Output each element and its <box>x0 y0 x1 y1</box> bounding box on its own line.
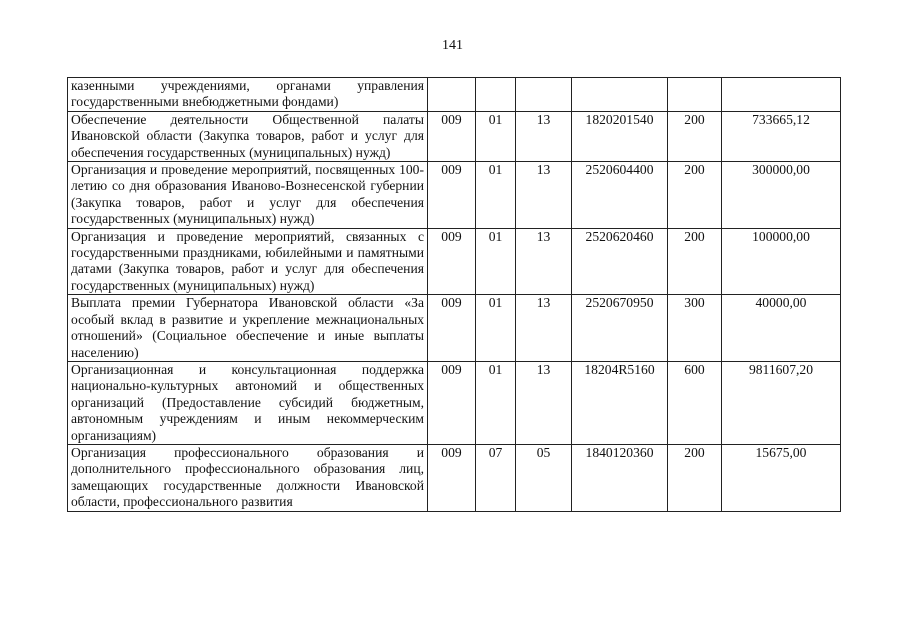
ministry-code: 009 <box>428 228 476 295</box>
ministry-code: 009 <box>428 361 476 444</box>
amount-value: 100000,00 <box>722 228 841 295</box>
section-code: 01 <box>476 111 516 161</box>
section-code: 01 <box>476 162 516 229</box>
amount-value <box>722 78 841 112</box>
expense-description: Выплата премии Губернатора Ивановской области «За особый вклад в развитие и укрепление межнациональных отношений» (Социальное обеспечение и иные выплаты населению) <box>68 295 428 362</box>
table-row <box>68 78 841 112</box>
target-article-code: 1840120360 <box>572 444 668 511</box>
ministry-code: 009 <box>428 111 476 161</box>
target-article-code: 18204R5160 <box>572 361 668 444</box>
section-code: 01 <box>476 295 516 362</box>
expense-type-code: 600 <box>668 361 722 444</box>
subsection-code <box>516 78 572 112</box>
expense-type-code: 200 <box>668 111 722 161</box>
subsection-code: 13 <box>516 162 572 229</box>
ministry-code: 009 <box>428 162 476 229</box>
table-row <box>68 162 841 229</box>
target-article-code: 1820201540 <box>572 111 668 161</box>
expense-type-code <box>668 78 722 112</box>
expense-type-code: 200 <box>668 162 722 229</box>
expense-description: Организация и проведение мероприятий, связанных с государственными праздниками, юбилейными и памятными датами (Закупка товаров, работ и услуг для обеспечения государственных (муниципальных) нужд) <box>68 228 428 295</box>
amount-value: 300000,00 <box>722 162 841 229</box>
subsection-code: 13 <box>516 228 572 295</box>
expense-description: Организационная и консультационная поддержка национально-культурных автономий и общественных организаций (Предоставление субсидий бюджетным, автономным учреждениям и иным некоммерческим организациям) <box>68 361 428 444</box>
expense-description: Организация и проведение мероприятий, посвященных 100-летию со дня образования Иваново-Вознесенской губернии (Закупка товаров, работ и услуг для обеспечения государственных (муниципальных) нужд) <box>68 162 428 229</box>
table-row <box>68 361 841 444</box>
table-row <box>68 295 841 362</box>
section-code <box>476 78 516 112</box>
expense-description: Организация профессионального образования и дополнительного профессионального образования лиц, замещающих государственные должности Ивановской области, профессионального развития <box>68 444 428 511</box>
target-article-code: 2520604400 <box>572 162 668 229</box>
subsection-code: 13 <box>516 361 572 444</box>
amount-value: 15675,00 <box>722 444 841 511</box>
table-row <box>68 111 841 161</box>
ministry-code: 009 <box>428 295 476 362</box>
ministry-code: 009 <box>428 444 476 511</box>
section-code: 01 <box>476 228 516 295</box>
table-row <box>68 228 841 295</box>
target-article-code: 2520620460 <box>572 228 668 295</box>
expense-type-code: 200 <box>668 444 722 511</box>
section-code: 01 <box>476 361 516 444</box>
section-code: 07 <box>476 444 516 511</box>
target-article-code: 2520670950 <box>572 295 668 362</box>
subsection-code: 13 <box>516 295 572 362</box>
expense-description: казенными учреждениями, органами управления государственными внебюджетными фондами) <box>68 78 428 112</box>
expense-type-code: 200 <box>668 228 722 295</box>
amount-value: 9811607,20 <box>722 361 841 444</box>
budget-table <box>67 77 841 512</box>
subsection-code: 13 <box>516 111 572 161</box>
page-number: 141 <box>442 38 463 53</box>
expense-description: Обеспечение деятельности Общественной палаты Ивановской области (Закупка товаров, работ и услуг для обеспечения государственных (муниципальных) нужд) <box>68 111 428 161</box>
amount-value: 733665,12 <box>722 111 841 161</box>
amount-value: 40000,00 <box>722 295 841 362</box>
expense-type-code: 300 <box>668 295 722 362</box>
table-row <box>68 444 841 511</box>
ministry-code <box>428 78 476 112</box>
target-article-code <box>572 78 668 112</box>
subsection-code: 05 <box>516 444 572 511</box>
